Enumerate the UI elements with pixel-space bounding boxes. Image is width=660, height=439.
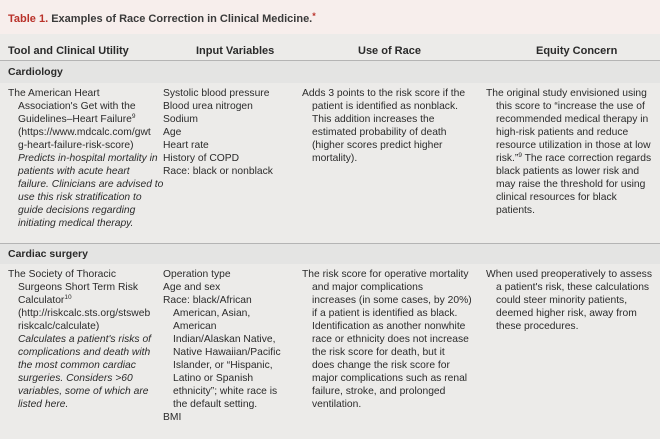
text-line: clinical resources for black (496, 192, 617, 203)
table-number: Table 1. (8, 13, 49, 25)
text-line: BMI (163, 412, 182, 423)
text-line: complications and death with (18, 347, 151, 358)
header-use: Use of Race (358, 45, 421, 57)
cardiology-inputs-cell (163, 87, 293, 178)
text-line: patients. (496, 205, 535, 216)
text-line: The American Heart (8, 88, 100, 99)
text-line: could steer minority patients, (496, 295, 628, 306)
text-line: (higher scores predict higher (312, 140, 443, 151)
text-line: recommended medical therapy in (496, 114, 649, 125)
text-line: Association's Get with the (18, 101, 136, 112)
text-line: race or ethnicity does not increase (312, 334, 469, 345)
text-line: major complications such as renal (312, 373, 468, 384)
text-line: patient is identified as nonblack. (312, 101, 458, 112)
text-line: these procedures. (496, 321, 579, 332)
text-line: may raise the threshold for using (496, 179, 646, 190)
text-line: initiating medical therapy. (18, 218, 134, 229)
header-concern: Equity Concern (536, 45, 618, 57)
cardiac-surgery-inputs-cell (163, 268, 293, 424)
text-line: ventilation. (312, 399, 362, 410)
table-title-text: Examples of Race Correction in Clinical Medicine. (51, 13, 313, 25)
text-line: Operation type (163, 269, 231, 280)
tool-link[interactable]: (https://www.mdcalc.com/gwt (18, 127, 151, 138)
section-cardiology: Cardiology (8, 66, 63, 78)
text-line: resource utilization in those at low (496, 140, 651, 151)
text-line: The race correction regards (521, 153, 652, 164)
text-line: and major complications (312, 282, 424, 293)
text-line: Heart rate (163, 140, 209, 151)
tool-link[interactable]: (http://riskcalc.sts.org/stsweb (18, 308, 151, 319)
cardiology-tool-cell (8, 87, 164, 230)
text-line: does change the risk score for (312, 360, 450, 371)
text-line: use this risk stratification to (18, 192, 142, 203)
text-line: Native Hawaiian/Pacific (173, 347, 281, 358)
text-line: Latino or Spanish (173, 373, 254, 384)
text-line: risk.” (496, 153, 519, 164)
text-line: black patients as lower risk and (496, 166, 640, 177)
text-line: guide decisions regarding (18, 205, 136, 216)
text-line: Islander, or “Hispanic, (173, 360, 273, 371)
section-cardiac-surgery: Cardiac surgery (8, 248, 88, 260)
reference-superscript: 10 (64, 294, 72, 301)
text-line: variables, some of which are (18, 386, 149, 397)
text-line: surgeries. Considers >60 (18, 373, 133, 384)
text-line: The original study envisioned using (486, 88, 647, 99)
cardiology-use-cell (302, 87, 477, 165)
text-line: When used preoperatively to assess (486, 269, 652, 280)
table-title (8, 11, 316, 25)
text-line: deemed higher risk, away from (496, 308, 637, 319)
text-line: high-risk patients and reduce (496, 127, 629, 138)
text-line: The Society of Thoracic (8, 269, 116, 280)
text-line: Guidelines–Heart Failure (18, 114, 132, 125)
text-line: Age (163, 127, 182, 138)
text-line: Age and sex (163, 282, 221, 293)
text-line: Race: black/African (163, 295, 252, 306)
text-line: the risk score for death, but it (312, 347, 445, 358)
text-line: if a patient is identified as black. (312, 308, 458, 319)
text-line: mortality). (312, 153, 358, 164)
text-line: failure. Clinicians are advised to (18, 179, 164, 190)
text-line: estimated probability of death (312, 127, 447, 138)
reference-superscript: 9 (518, 152, 522, 159)
text-line: Surgeons Short Term Risk (18, 282, 138, 293)
text-line: the default setting. (173, 399, 258, 410)
text-line: American (173, 321, 217, 332)
text-line: Predicts in-hospital mortality in (18, 153, 158, 164)
text-line: Calculator (18, 295, 65, 306)
cardiac-surgery-band (0, 244, 660, 264)
cardiology-band (0, 61, 660, 83)
text-line: patients with acute heart (18, 166, 130, 177)
cardiac-surgery-tool-cell (8, 268, 158, 411)
text-line: Identification as another nonwhite (312, 321, 466, 332)
text-line: increases (in some cases, by 20%) (312, 295, 472, 306)
text-line: listed here. (18, 399, 69, 410)
text-line: Blood urea nitrogen (163, 101, 253, 112)
header-inputs: Input Variables (196, 45, 275, 57)
cardiac-surgery-concern-cell (486, 268, 656, 333)
text-line: the most common cardiac (18, 360, 136, 371)
cardiac-surgery-use-cell (302, 268, 477, 411)
text-line: History of COPD (163, 153, 240, 164)
title-bar (0, 0, 660, 34)
text-line: Calculates a patient's risks of (18, 334, 152, 345)
text-line: Race: black or nonblack (163, 166, 273, 177)
text-line: Sodium (163, 114, 198, 125)
text-line: Indian/Alaskan Native, (173, 334, 276, 345)
reference-superscript: 9 (131, 113, 136, 120)
header-tool: Tool and Clinical Utility (8, 45, 129, 57)
tool-link[interactable]: g-heart-failure-risk-score) (18, 140, 134, 151)
text-line: failure, stroke, and prolonged (312, 386, 446, 397)
text-line: The risk score for operative mortality (302, 269, 469, 280)
title-footnote-marker: * (312, 11, 316, 21)
tool-link[interactable]: riskcalc/calculate) (18, 321, 100, 332)
text-line: this score to “increase the use of (496, 101, 645, 112)
text-line: American, Asian, (173, 308, 251, 319)
text-line: ethnicity”; white race is (173, 386, 278, 397)
text-line: This addition increases the (312, 114, 435, 125)
cardiology-concern-cell (486, 87, 656, 217)
text-line: a patient's risk, these calculations (496, 282, 650, 293)
text-line: Adds 3 points to the risk score if the (302, 88, 466, 99)
text-line: Systolic blood pressure (163, 88, 270, 99)
